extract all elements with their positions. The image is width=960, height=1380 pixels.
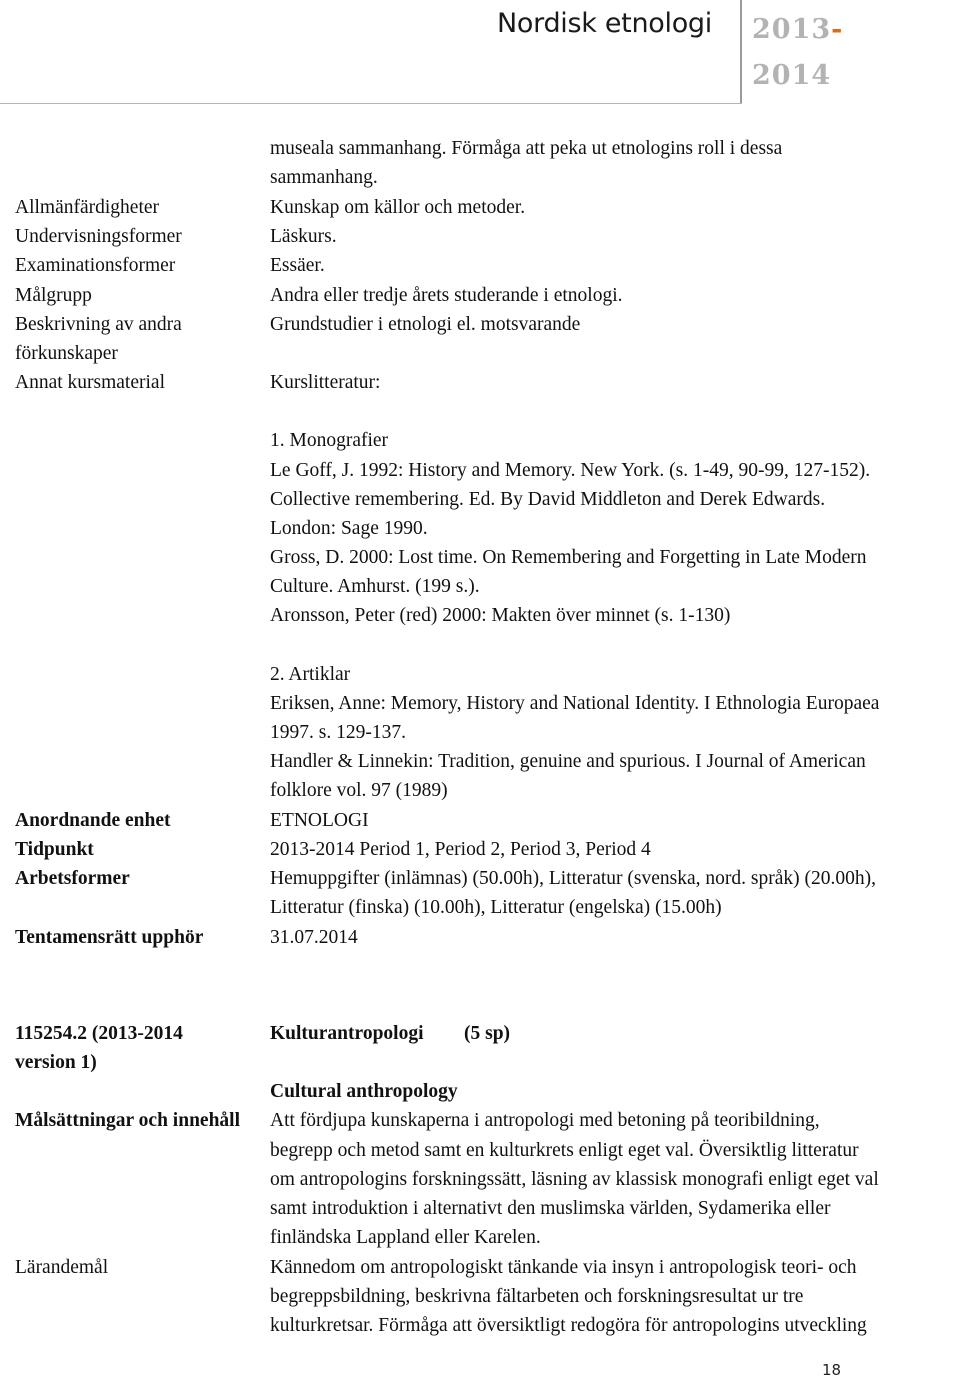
goals-line: Att fördjupa kunskaperna i antropologi med betoning på teoribildning, bbox=[270, 1110, 820, 1131]
goals-line: finländska Lappland eller Karelen. bbox=[270, 1227, 541, 1248]
course-code-line-2: version 1) bbox=[15, 1052, 97, 1073]
goals-continuation-line-2: sammanhang. bbox=[270, 167, 378, 188]
literature-line: 2. Artiklar bbox=[270, 664, 351, 685]
page-number: 18 bbox=[822, 1361, 842, 1379]
prerequisites-value: Grundstudier i etnologi el. motsvarande bbox=[270, 314, 581, 335]
exam-forms-value: Essäer. bbox=[270, 255, 325, 276]
literature-line: Gross, D. 2000: Lost time. On Remembering and Forgetting in Late Modern bbox=[270, 547, 867, 568]
exam-expiry-value: 31.07.2014 bbox=[270, 927, 358, 948]
header-bottom-divider bbox=[0, 103, 742, 104]
literature-line: 1. Monografier bbox=[270, 430, 389, 451]
work-forms-value-line-1: Hemuppgifter (inlämnas) (50.00h), Litteratur (svenska, nord. språk) (20.00h), bbox=[270, 868, 876, 889]
course-code-line-1: 115254.2 (2013-2014 bbox=[15, 1023, 183, 1044]
exam-expiry-label: Tentamensrätt upphör bbox=[15, 927, 204, 948]
prerequisites-label-line-1: Beskrivning av andra bbox=[15, 314, 182, 335]
goals-line: samt introduktion i alternativt den muslimska världen, Sydamerika eller bbox=[270, 1198, 831, 1219]
course-title-english: Cultural anthropology bbox=[270, 1081, 458, 1102]
work-forms-value-line-2: Litteratur (finska) (10.00h), Litteratur (engelska) (15.00h) bbox=[270, 897, 722, 918]
goals-line: om antropologins forskningssätt, läsning av klassisk monografi enligt eget val bbox=[270, 1169, 879, 1190]
literature-line: Le Goff, J. 1992: History and Memory. New York. (s. 1-49, 90-99, 127-152). bbox=[270, 460, 871, 481]
learning-outcomes-line: kulturkretsar. Förmåga att översiktligt redogöra för antropologins utveckling bbox=[270, 1315, 867, 1336]
literature-line: Eriksen, Anne: Memory, History and National Identity. I Ethnologia Europaea bbox=[270, 693, 880, 714]
header-year-line2: 2014 bbox=[752, 60, 832, 91]
general-skills-label: Allmänfärdigheter bbox=[15, 197, 160, 218]
target-group-value: Andra eller tredje årets studerande i etnologi. bbox=[270, 285, 623, 306]
literature-line: folklore vol. 97 (1989) bbox=[270, 780, 448, 801]
target-group-label: Målgrupp bbox=[15, 285, 92, 306]
header-year-line1: 2013- bbox=[752, 14, 844, 45]
goals-line: begrepp och metod samt en kulturkrets enligt eget val. Översiktlig litteratur bbox=[270, 1140, 859, 1161]
learning-outcomes-line: begreppsbildning, beskrivna fältarbeten och forskningsresultat ur tre bbox=[270, 1286, 804, 1307]
general-skills-value: Kunskap om källor och metoder. bbox=[270, 197, 526, 218]
time-value: 2013-2014 Period 1, Period 2, Period 3, Period 4 bbox=[270, 839, 651, 860]
exam-forms-label: Examinationsformer bbox=[15, 255, 176, 276]
literature-line: Handler & Linnekin: Tradition, genuine and spurious. I Journal of American bbox=[270, 751, 866, 772]
learning-outcomes-label: Lärandemål bbox=[15, 1257, 109, 1278]
learning-outcomes-line: Kännedom om antropologiskt tänkande via insyn i antropologisk teori- och bbox=[270, 1257, 857, 1278]
literature-line: London: Sage 1990. bbox=[270, 518, 428, 539]
header-vertical-divider bbox=[740, 0, 742, 104]
work-forms-label: Arbetsformer bbox=[15, 868, 130, 889]
course-title: Kulturantropologi bbox=[270, 1023, 424, 1044]
teaching-forms-value: Läskurs. bbox=[270, 226, 337, 247]
unit-value: ETNOLOGI bbox=[270, 810, 369, 831]
literature-line: 1997. s. 129-137. bbox=[270, 722, 406, 743]
other-material-label: Annat kursmaterial bbox=[15, 372, 165, 393]
time-label: Tidpunkt bbox=[15, 839, 94, 860]
course-literature-heading: Kurslitteratur: bbox=[270, 372, 381, 393]
literature-line: Collective remembering. Ed. By David Middleton and Derek Edwards. bbox=[270, 489, 826, 510]
literature-line: Culture. Amhurst. (199 s.). bbox=[270, 576, 480, 597]
goals-continuation-line-1: museala sammanhang. Förmåga att peka ut etnologins roll i dessa bbox=[270, 138, 783, 159]
unit-label: Anordnande enhet bbox=[15, 810, 171, 831]
literature-line: Aronsson, Peter (red) 2000: Makten över minnet (s. 1-130) bbox=[270, 605, 731, 626]
course-credits: (5 sp) bbox=[464, 1023, 511, 1044]
teaching-forms-label: Undervisningsformer bbox=[15, 226, 182, 247]
document-header-title: Nordisk etnologi bbox=[497, 8, 712, 39]
prerequisites-label-line-2: förkunskaper bbox=[15, 343, 118, 364]
goals-label: Målsättningar och innehåll bbox=[15, 1110, 241, 1131]
header-year-dash: - bbox=[831, 14, 844, 45]
